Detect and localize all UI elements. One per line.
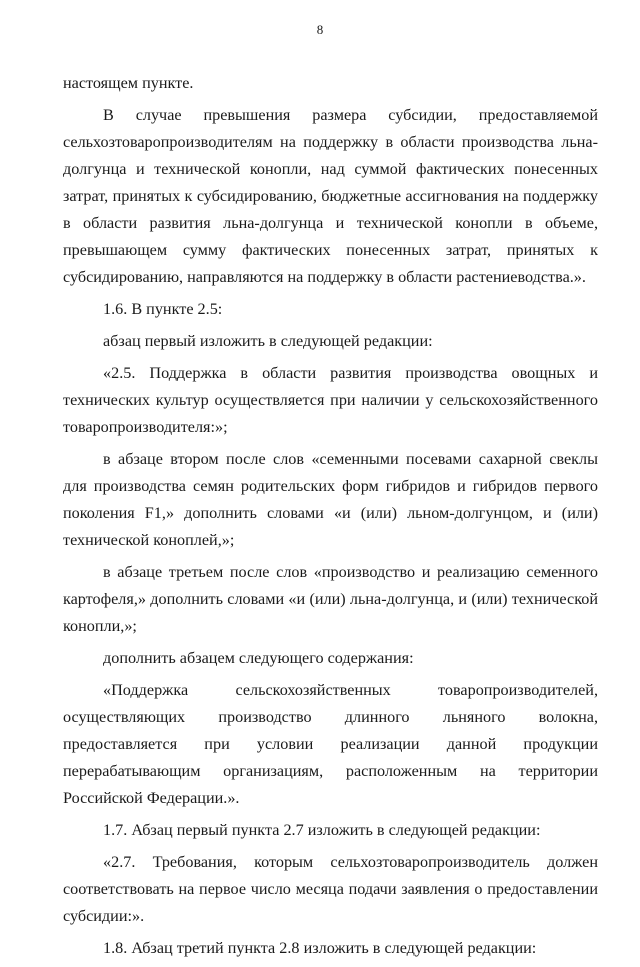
paragraph: 1.6. В пункте 2.5: [103, 300, 223, 318]
paragraph: «2.7. Требования, которым сельхозтоваропроизводитель должен соответствовать на первое число месяца подачи заявления о предоставлении субсидии:». [63, 853, 598, 925]
paragraph: в абзаце третьем после слов «производство и реализацию семенного картофеля,» дополнить словами «и (или) льна-долгунца, и (или) технической конопли,»; [63, 563, 598, 635]
paragraph: в абзаце втором после слов «семенными посевами сахарной свеклы для производства семян родительских форм гибридов и гибридов первого поколения F1,» дополнить словами «и (или) льном-долгунцом, и (или) технической коноплей,»; [63, 450, 598, 549]
paragraph: 1.7. Абзац первый пункта 2.7 изложить в следующей редакции: [103, 821, 541, 839]
paragraph: «Поддержка сельскохозяйственных товаропроизводителей, осуществляющих производство длинного льняного волокна, предоставляется при условии реализации данной продукции перерабатывающим организациям, расположенным на территории Российской Федерации.». [63, 681, 598, 807]
document-body [63, 70, 598, 967]
paragraph: 1.8. Абзац третий пункта 2.8 изложить в следующей редакции: [103, 939, 537, 957]
paragraph: абзац первый изложить в следующей редакции: [103, 332, 433, 350]
paragraph: В случае превышения размера субсидии, предоставляемой сельхозтоваропроизводителям на поддержку в области производства льна-долгунца и технической конопли, над суммой фактических понесенных затрат, принятых к субсидированию, бюджетные ассигнования на поддержку в области развития льна-долгунца и технической конопли в объеме, превышающем сумму фактических понесенных затрат, принятых к субсидированию, направляются на поддержку в области растениеводства.». [63, 106, 598, 286]
page-number: 8 [316, 22, 324, 37]
paragraph: «2.5. Поддержка в области развития производства овощных и технических культур осуществляется при наличии у сельскохозяйственного товаропроизводителя:»; [63, 364, 598, 436]
paragraph: дополнить абзацем следующего содержания: [103, 649, 414, 667]
paragraph: настоящем пункте. [63, 74, 194, 92]
